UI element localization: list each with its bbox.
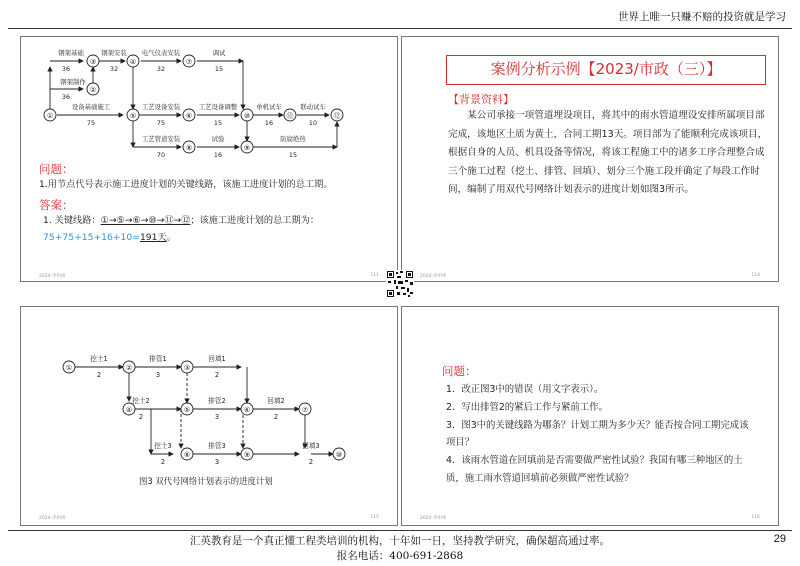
answer-label: 1. 关键线路：	[43, 215, 101, 226]
act-duration: 16	[213, 151, 223, 159]
act-label: 回填3	[302, 442, 320, 450]
node-11: ⑪	[286, 112, 294, 120]
network-diagram-1	[21, 37, 398, 169]
node-2: ②	[89, 86, 97, 94]
slide-page-number: 116	[751, 515, 760, 520]
calc-result: 191天	[139, 232, 167, 243]
act-label: 挖土3	[154, 442, 172, 450]
question-item: 4．该雨水管道在回填前是否需要做严密性试验？我国有哪三种地区的土质，施工雨水管道回填前必须做严密性试验？	[446, 455, 743, 484]
node-6: ⑥	[243, 406, 251, 414]
node-10: ⑩	[243, 112, 251, 120]
node-5: ⑤	[183, 406, 191, 414]
act-label: 钢架基础	[58, 49, 84, 57]
node-10: ⑩	[335, 451, 343, 459]
answer-title: 答案：	[39, 198, 74, 212]
slide-footer-mark: 2024·李州州	[39, 274, 66, 279]
node-6: ⑥	[185, 112, 193, 120]
act-duration: 15	[288, 151, 298, 159]
act-duration: 2	[96, 371, 102, 379]
figure-caption: 图3 双代号网络计划表示的进度计划	[139, 476, 273, 486]
header-divider	[8, 28, 792, 29]
act-duration: 2	[273, 413, 279, 421]
act-duration: 3	[214, 413, 220, 421]
act-duration: 75	[86, 119, 96, 127]
act-label: 回填2	[267, 397, 285, 405]
act-label: 防腐绝热	[280, 135, 306, 143]
act-duration: 10	[308, 119, 318, 127]
act-duration: 16	[264, 119, 274, 127]
footer-phone: 报名电话：400-691-2868	[336, 550, 464, 562]
question-item: 1．改正图3中的错误（用文字表示）。	[446, 384, 604, 395]
act-duration: 2	[214, 371, 220, 379]
question-list	[446, 381, 756, 488]
node-7: ⑦	[185, 58, 193, 66]
node-9: ⑨	[243, 451, 251, 459]
slide-footer-mark: 2024·李州州	[39, 516, 66, 521]
act-label: 电气仪表安装	[141, 49, 181, 57]
act-duration: 15	[213, 119, 223, 127]
slide-page-number: 111	[370, 273, 379, 278]
node-8: ⑧	[183, 451, 191, 459]
network-diagram-3	[21, 307, 398, 472]
act-duration: 15	[214, 65, 224, 73]
act-label: 排管2	[208, 397, 226, 405]
qr-code-icon	[386, 270, 414, 298]
act-duration: 36	[61, 93, 71, 101]
act-label: 工艺设备安装	[141, 103, 181, 111]
act-label: 工艺设备调整	[198, 103, 238, 111]
act-label: 工艺管道安装	[141, 135, 181, 143]
act-label: 回填1	[208, 355, 226, 363]
answer-calculation	[43, 230, 176, 247]
node-2: ②	[125, 364, 133, 372]
slide-page-number: 115	[370, 515, 379, 520]
act-label: 单机试车	[256, 103, 282, 111]
slide-case-background	[401, 36, 779, 282]
act-label: 挖土1	[90, 355, 108, 363]
act-duration: 70	[156, 151, 166, 159]
act-duration: 3	[214, 458, 220, 466]
act-label: 排管3	[208, 442, 226, 450]
act-duration: 2	[138, 413, 144, 421]
case-title: 案例分析示例【2023/市政（三）】	[446, 55, 766, 85]
slide-questions	[401, 306, 779, 526]
act-duration: 3	[155, 371, 161, 379]
question-title: 问题：	[39, 162, 74, 176]
act-duration: 75	[156, 119, 166, 127]
node-1: ①	[65, 364, 73, 372]
question-title: 问题：	[442, 364, 477, 378]
act-duration: 2	[160, 458, 166, 466]
node-3: ③	[89, 58, 97, 66]
footer-divider	[8, 530, 792, 531]
slide-network-diagram	[20, 306, 398, 526]
node-9: ⑨	[243, 144, 251, 152]
act-label: 联动试车	[300, 103, 326, 111]
question-item: 3．图3中的关键线路为哪条？计划工期为多少天？能否按合同工期完成该项目？	[446, 419, 749, 449]
question-item: 2．写出排管2的紧后工作与紧前工作。	[446, 401, 608, 413]
critical-path: ①→⑤→⑥→⑩→⑪→⑫	[100, 215, 191, 226]
background-text: 某公司承接一项管道埋设项目，将其中的雨水管道埋设安排所属项目部完成，该地区土质为黄土，合同工期13天。项目部为了能顺利完成该项目，根据自身的人员、机具设备等情况，将该工程施工中的诸多工序合理整合成三个施工过程（挖土、排管、回填）、划分三个施工段并确定了每段工作时间，编制了用双代号网络计划表示的进度计划如图3所示。	[448, 110, 768, 196]
question-text: 1.用节点代号表示施工进度计划的关键线路，该施工进度计划的总工期。	[39, 179, 333, 190]
act-label: 挖土2	[132, 397, 150, 405]
slide-footer-mark: 2024·李州州	[420, 274, 447, 279]
act-label: 调试	[212, 49, 226, 57]
calc-expression: 75+75+15+16+10=	[43, 232, 140, 243]
footer-slogan: 汇英教育是一个真正懂工程类培训的机构，十年如一日，坚持教学研究，确保超高通过率。	[190, 535, 610, 547]
answer-text	[43, 213, 319, 230]
header-slogan: 世界上唯一只赚不赔的投资就是学习	[618, 11, 786, 23]
slide-footer-mark: 2024·李州州	[420, 516, 447, 521]
slide-page-number: 114	[751, 273, 760, 278]
slide-network-answer	[20, 36, 398, 282]
act-label: 钢架制作	[60, 78, 86, 86]
node-4: ④	[129, 58, 137, 66]
node-4: ④	[125, 406, 133, 414]
page-number: 29	[773, 533, 786, 545]
node-1: ①	[46, 112, 54, 120]
background-title: 【背景资料】	[448, 93, 514, 106]
act-label: 排管1	[149, 355, 167, 363]
act-label: 试验	[211, 135, 225, 143]
act-duration: 32	[156, 65, 166, 73]
act-label: 设备基础施工	[71, 103, 111, 111]
node-12: ⑫	[333, 112, 341, 120]
act-duration: 32	[109, 65, 119, 73]
act-duration: 2	[308, 458, 314, 466]
act-duration: 36	[61, 65, 71, 73]
act-label: 钢架安装	[101, 49, 127, 57]
node-7: ⑦	[301, 406, 309, 414]
node-5: ⑤	[129, 112, 137, 120]
node-3: ③	[183, 364, 191, 372]
answer-tail: ；该施工进度计划的总工期为：	[190, 215, 320, 226]
calc-end: 。	[166, 232, 176, 243]
node-8: ⑧	[185, 144, 193, 152]
